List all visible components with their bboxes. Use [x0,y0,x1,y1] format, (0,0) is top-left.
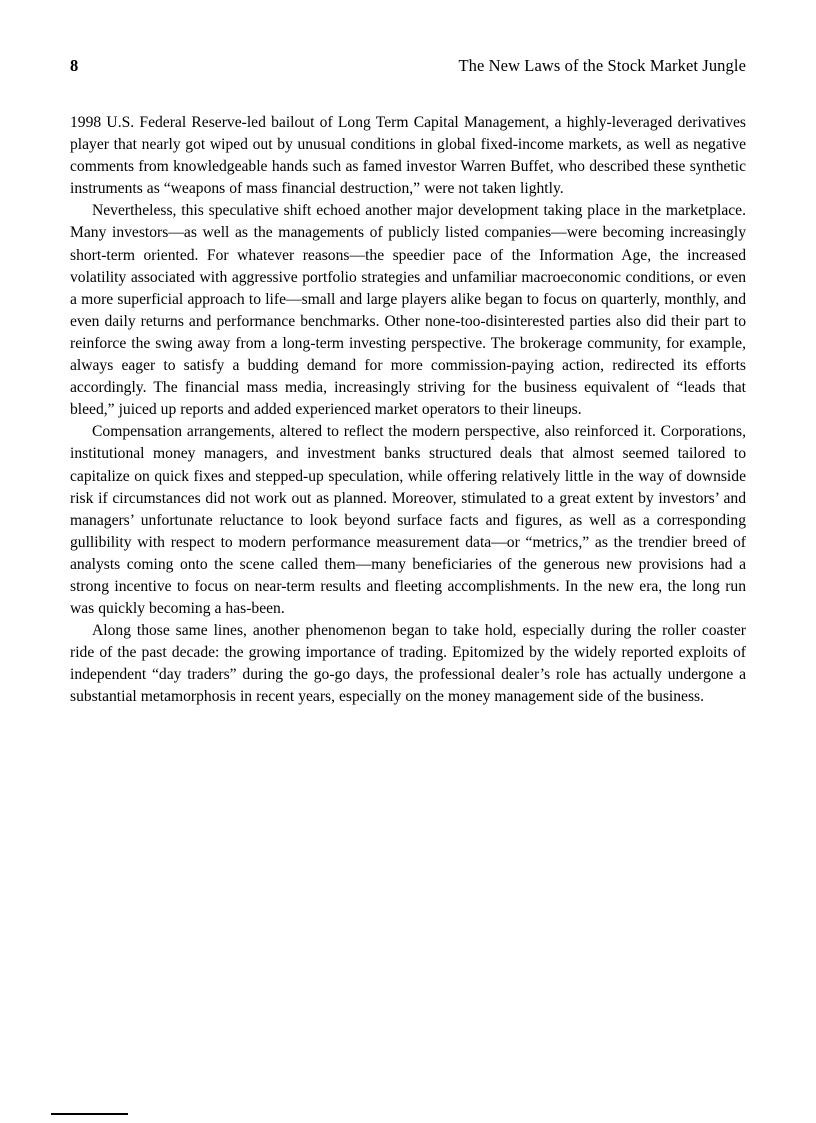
running-head-title: The New Laws of the Stock Market Jungle [458,56,746,75]
paragraph: Nevertheless, this speculative shift echoed another major development taking place in the marketplace. Many investors—as well as the managements of publicly listed companies—were becoming increasingly short-term oriented. For whatever reasons—the speedier pace of the Information Age, the increased volatility associated with aggressive portfolio strategies and unfamiliar macroeconomic conditions, or even a more superficial approach to life—small and large players alike began to focus on quarterly, monthly, and even daily returns and performance benchmarks. Other none-too-disinterested parties also did their part to reinforce the swing away from a long-term investing perspective. The brokerage community, for example, always eager to satisfy a budding demand for more commission-paying action, redirected its efforts accordingly. The financial mass media, increasingly striving for the business equivalent of “leads that bleed,” juiced up reports and added experienced market operators to their lineups. [70,202,746,419]
paragraph: Compensation arrangements, altered to reflect the modern perspective, also reinforced it. Corporations, institutional money managers, and investment banks structured deals that almost seemed tailored to capitalize on quick fixes and stepped-up speculation, while offering relatively little in the way of downside risk if circumstances did not work out as planned. Moreover, stimulated to a great extent by investors’ and managers’ unfortunate reluctance to look beyond surface facts and figures, as well as a corresponding gullibility with respect to modern performance measurement data—or “metrics,” as the trendier breed of analysts coming onto the scene called them—many beneficiaries of the generous new provisions had a strong incentive to focus on near-term results and fleeting accomplishments. In the new era, the long run was quickly becoming a has-been. [70,423,746,618]
body-text-column [70,112,746,709]
paragraph: Along those same lines, another phenomenon began to take hold, especially during the roller coaster ride of the past decade: the growing importance of trading. Epitomized by the widely reported exploits of independent “day traders” during the go-go days, the professional dealer’s role has actually undergone a substantial metamorphosis in recent years, especially on the money management side of the business. [70,622,746,706]
bottom-rule [51,1113,128,1115]
page-number: 8 [70,56,79,75]
running-head [70,56,746,80]
paragraph: 1998 U.S. Federal Reserve-led bailout of Long Term Capital Management, a highly-leveraged derivatives player that nearly got wiped out by unusual conditions in global fixed-income markets, as well as negative comments from knowledgeable hands such as famed investor Warren Buffet, who described these synthetic instruments as “weapons of mass financial destruction,” were not taken lightly. [70,114,746,198]
